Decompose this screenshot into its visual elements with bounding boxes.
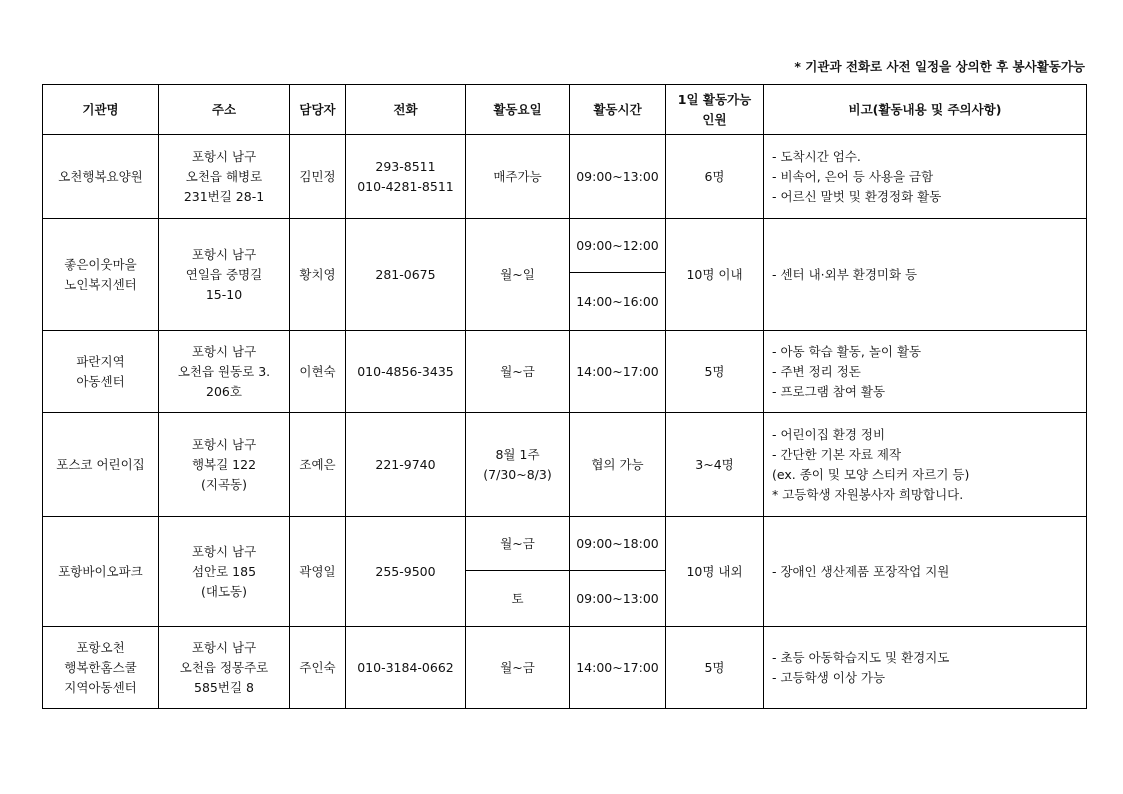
activity-days: 토 [466, 571, 570, 627]
header-notes: 비고(활동내용 및 주의사항) [764, 85, 1087, 135]
activity-time: 14:00~16:00 [570, 273, 666, 331]
org-name: 포항오천 행복한홈스쿨 지역아동센터 [43, 627, 159, 709]
activity-time: 09:00~13:00 [570, 571, 666, 627]
volunteer-institution-table [42, 84, 1087, 709]
contact-person: 황치영 [290, 219, 346, 331]
header-capacity: 1일 활동가능 인원 [666, 85, 764, 135]
header-phone: 전화 [346, 85, 466, 135]
remarks: - 아동 학습 활동, 놀이 활동 - 주변 정리 정돈 - 프로그램 참여 활동 [764, 331, 1087, 413]
phone: 010-3184-0662 [346, 627, 466, 709]
address: 포항시 남구 오천읍 해병로 231번길 28-1 [159, 135, 290, 219]
header-days: 활동요일 [466, 85, 570, 135]
remarks: - 어린이집 환경 정비 - 간단한 기본 자료 제작 (ex. 종이 및 모양 스티커 자르기 등) * 고등학생 자원봉사자 희망합니다. [764, 413, 1087, 517]
phone: 255-9500 [346, 517, 466, 627]
table-row [43, 135, 1087, 219]
org-name: 포항바이오파크 [43, 517, 159, 627]
address: 포항시 남구 오천읍 정몽주로 585번길 8 [159, 627, 290, 709]
address: 포항시 남구 행복길 122 (지곡동) [159, 413, 290, 517]
org-name: 포스코 어린이집 [43, 413, 159, 517]
capacity: 10명 내외 [666, 517, 764, 627]
org-name: 오천행복요양원 [43, 135, 159, 219]
activity-time: 09:00~13:00 [570, 135, 666, 219]
remarks: - 센터 내·외부 환경미화 등 [764, 219, 1087, 331]
activity-time: 09:00~12:00 [570, 219, 666, 273]
remarks: - 도착시간 엄수. - 비속어, 은어 등 사용을 금함 - 어르신 말벗 및 환경정화 활동 [764, 135, 1087, 219]
capacity: 6명 [666, 135, 764, 219]
org-name: 파란지역 아동센터 [43, 331, 159, 413]
phone: 293-8511 010-4281-8511 [346, 135, 466, 219]
table-row [43, 627, 1087, 709]
capacity: 5명 [666, 331, 764, 413]
activity-time: 14:00~17:00 [570, 627, 666, 709]
contact-person: 김민정 [290, 135, 346, 219]
remarks: - 초등 아동학습지도 및 환경지도 - 고등학생 이상 가능 [764, 627, 1087, 709]
phone: 221-9740 [346, 413, 466, 517]
capacity: 3~4명 [666, 413, 764, 517]
contact-person: 이현숙 [290, 331, 346, 413]
header-org: 기관명 [43, 85, 159, 135]
address: 포항시 남구 오천읍 원동로 3. 206호 [159, 331, 290, 413]
org-name: 좋은이웃마을 노인복지센터 [43, 219, 159, 331]
table-row [43, 517, 1087, 571]
activity-time: 14:00~17:00 [570, 331, 666, 413]
table-row [43, 331, 1087, 413]
activity-days: 월~금 [466, 331, 570, 413]
consultation-note: * 기관과 전화로 사전 일정을 상의한 후 봉사활동가능 [794, 59, 1085, 74]
table-row [43, 413, 1087, 517]
table-row [43, 219, 1087, 273]
address: 포항시 남구 섬안로 185 (대도동) [159, 517, 290, 627]
activity-days: 8월 1주 (7/30~8/3) [466, 413, 570, 517]
activity-time: 09:00~18:00 [570, 517, 666, 571]
header-time: 활동시간 [570, 85, 666, 135]
contact-person: 주인숙 [290, 627, 346, 709]
header-address: 주소 [159, 85, 290, 135]
address: 포항시 남구 연일읍 중명길 15-10 [159, 219, 290, 331]
activity-time: 협의 가능 [570, 413, 666, 517]
activity-days: 월~일 [466, 219, 570, 331]
capacity: 10명 이내 [666, 219, 764, 331]
phone: 281-0675 [346, 219, 466, 331]
remarks: - 장애인 생산제품 포장작업 지원 [764, 517, 1087, 627]
activity-days: 월~금 [466, 627, 570, 709]
capacity: 5명 [666, 627, 764, 709]
header-row [43, 85, 1087, 135]
activity-days: 매주가능 [466, 135, 570, 219]
contact-person: 곽영일 [290, 517, 346, 627]
phone: 010-4856-3435 [346, 331, 466, 413]
header-contact: 담당자 [290, 85, 346, 135]
activity-days: 월~금 [466, 517, 570, 571]
contact-person: 조예은 [290, 413, 346, 517]
